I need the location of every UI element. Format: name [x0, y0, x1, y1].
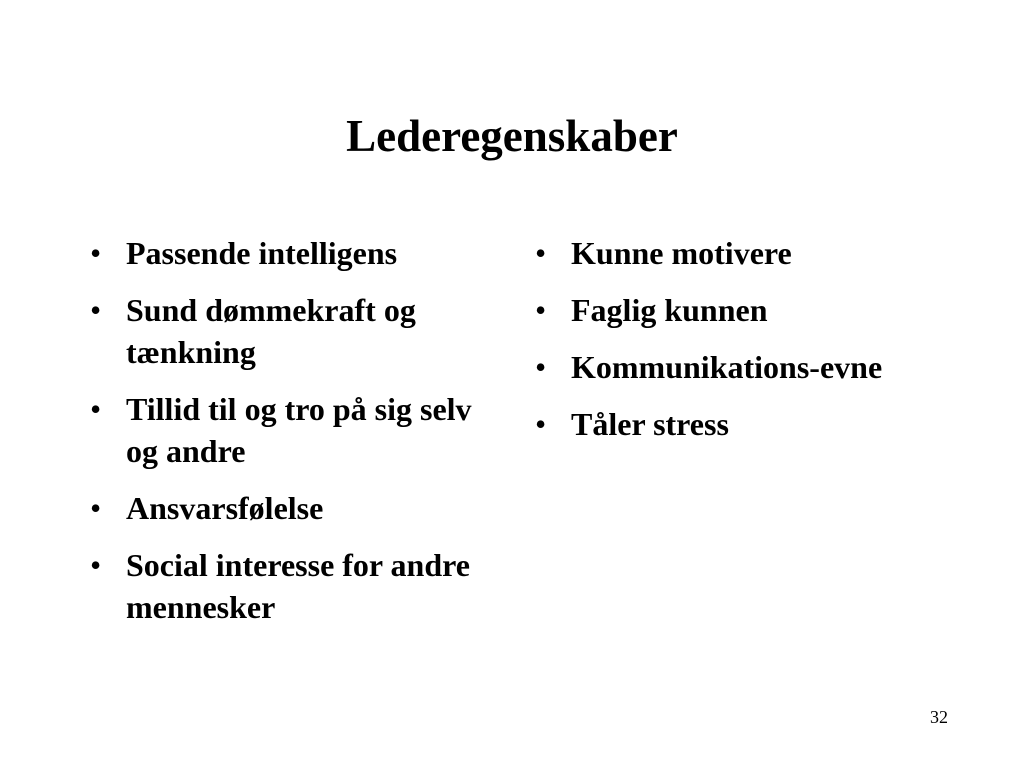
bullet-text: Passende intelligens	[126, 235, 398, 271]
bullet-icon: •	[535, 292, 547, 328]
bullet-text: Faglig kunnen	[571, 292, 768, 328]
bullet-text: Social interesse for andre mennesker	[126, 547, 470, 625]
bullet-item	[90, 388, 510, 472]
bullet-icon: •	[90, 391, 102, 427]
bullet-item	[90, 289, 510, 373]
bullet-item	[90, 544, 510, 628]
bullet-icon: •	[535, 349, 547, 385]
bullet-icon: •	[535, 235, 547, 271]
bullet-item	[535, 346, 915, 388]
bullet-item	[90, 232, 510, 274]
bullet-icon: •	[90, 490, 102, 526]
bullet-item	[535, 403, 915, 445]
bullet-text: Kommunikations-evne	[571, 349, 883, 385]
slide-title: Lederegenskaber	[346, 111, 678, 161]
right-bullet-list	[535, 232, 915, 460]
bullet-text: Kunne motivere	[571, 235, 792, 271]
bullet-text: Tillid til og tro på sig selv og andre	[126, 391, 472, 469]
bullet-item	[535, 232, 915, 274]
bullet-text: Tåler stress	[571, 406, 729, 442]
bullet-icon: •	[90, 292, 102, 328]
bullet-text: Sund dømmekraft og tænkning	[126, 292, 416, 370]
bullet-text: Ansvarsfølelse	[126, 490, 324, 526]
bullet-item	[535, 289, 915, 331]
bullet-item	[90, 487, 510, 529]
page-number: 32	[930, 707, 948, 727]
bullet-icon: •	[535, 406, 547, 442]
bullet-icon: •	[90, 235, 102, 271]
bullet-icon: •	[90, 547, 102, 583]
left-bullet-list	[90, 232, 510, 643]
